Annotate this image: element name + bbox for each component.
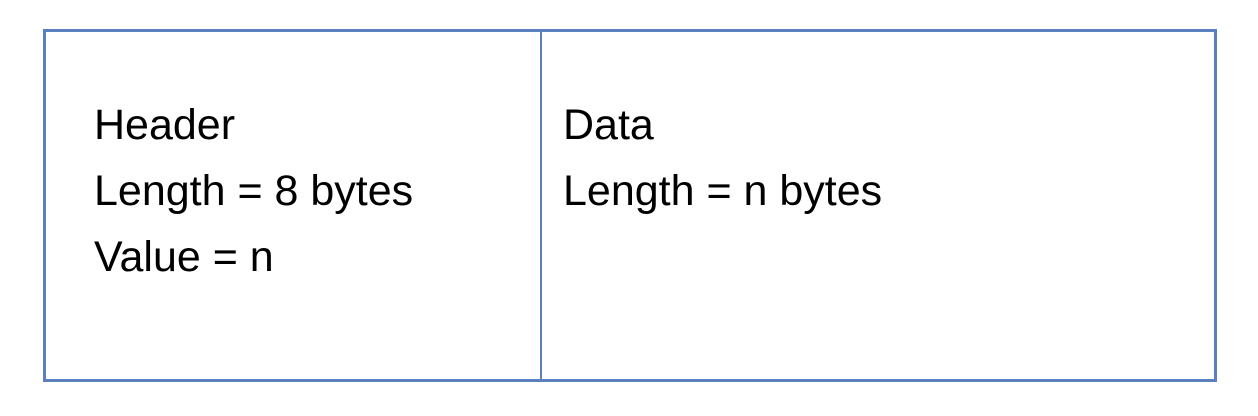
header-title: Header [94,101,236,149]
data-title: Data [563,101,654,149]
header-length: Length = 8 bytes [94,167,414,215]
header-cell [46,32,542,379]
data-cell [542,32,1214,379]
packet-structure-diagram [43,29,1217,382]
data-length: Length = n bytes [563,167,883,215]
header-value: Value = n [94,233,274,281]
